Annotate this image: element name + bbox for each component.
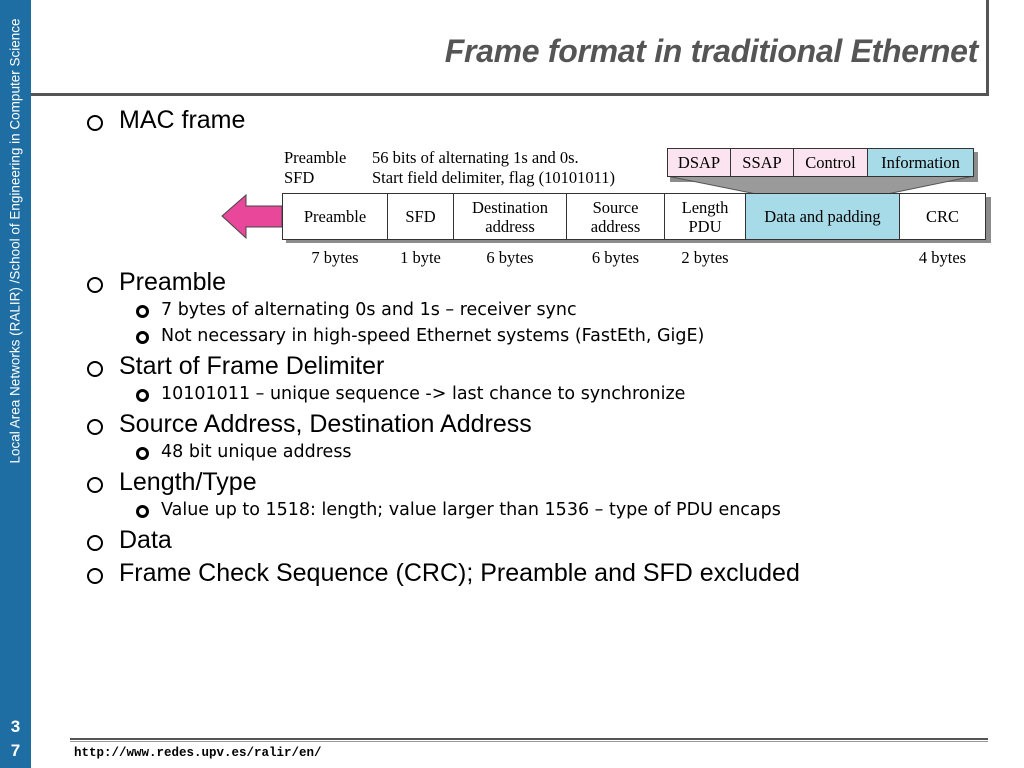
frame-crc: CRC (899, 193, 986, 240)
size-destination: 6 bytes (486, 247, 534, 267)
size-sfd: 1 byte (400, 247, 441, 267)
sub-bullet-preamble-2: Not necessary in high-speed Ethernet systems (FastEth, GigE) (161, 326, 705, 346)
frame-destination-line1: Destination (471, 197, 549, 217)
frame-length-pdu (664, 193, 746, 240)
sub-bullet-addr-1: 48 bit unique address (161, 442, 352, 462)
size-length: 2 bytes (681, 247, 729, 267)
frame-sfd: SFD (387, 193, 454, 240)
legend-sfd-key: SFD (284, 168, 315, 187)
sub-bullet-preamble-1: 7 bytes of alternating 0s and 1s – receiver sync (161, 300, 577, 320)
frame-destination-line2: address (485, 216, 535, 236)
direction-arrow-icon (222, 195, 282, 238)
sub-bullet-sfd-1: 10101011 – unique sequence -> last chance to synchronize (161, 384, 686, 404)
frame-length-line2: PDU (688, 216, 722, 236)
footer-divider (70, 738, 988, 740)
bullet-mac-frame: MAC frame (119, 106, 246, 134)
frame-length-line1: Length (681, 197, 729, 217)
footer-divider-thin (70, 741, 988, 742)
size-source: 6 bytes (591, 247, 640, 267)
legend-preamble-key: Preamble (284, 148, 347, 167)
frame-destination-address (453, 193, 567, 240)
bullet-fcs: Frame Check Sequence (CRC); Preamble and SFD excluded (119, 559, 800, 587)
bullet-sfd: Start of Frame Delimiter (119, 352, 385, 380)
bullet-preamble: Preamble (119, 268, 226, 296)
legend-preamble-value: 56 bits of alternating 1s and 0s. (372, 148, 579, 167)
page-number-digit-2: 7 (10, 741, 21, 760)
legend-sfd-value: Start field delimiter, flag (10101011) (372, 168, 615, 187)
bullet-length-type: Length/Type (119, 468, 257, 496)
page-number-digit-1: 3 (10, 717, 21, 736)
frame-source-line2: address (590, 216, 641, 236)
footer-url: http://www.redes.upv.es/ralir/en/ (74, 746, 322, 760)
llc-ssap: SSAP (730, 148, 794, 177)
llc-control: Control (793, 148, 868, 177)
size-crc: 4 bytes (918, 247, 967, 267)
bullet-data: Data (119, 526, 172, 554)
frame-source-line1: Source (592, 197, 639, 217)
sidebar-course-title: Local Area Networks (RALIR) /School of Engineering in Computer Science (7, 18, 23, 464)
llc-information: Information (867, 148, 974, 177)
frame-source-address (566, 193, 665, 240)
bullet-addresses: Source Address, Destination Address (119, 410, 532, 438)
size-preamble: 7 bytes (311, 247, 359, 267)
llc-dsap: DSAP (667, 148, 731, 177)
slide-title: Frame format in traditional Ethernet (444, 33, 978, 69)
sub-bullet-length-1: Value up to 1518: length; value larger than 1536 – type of PDU encaps (161, 500, 781, 520)
frame-data-and-padding: Data and padding (745, 193, 900, 240)
frame-preamble: Preamble (282, 193, 388, 240)
